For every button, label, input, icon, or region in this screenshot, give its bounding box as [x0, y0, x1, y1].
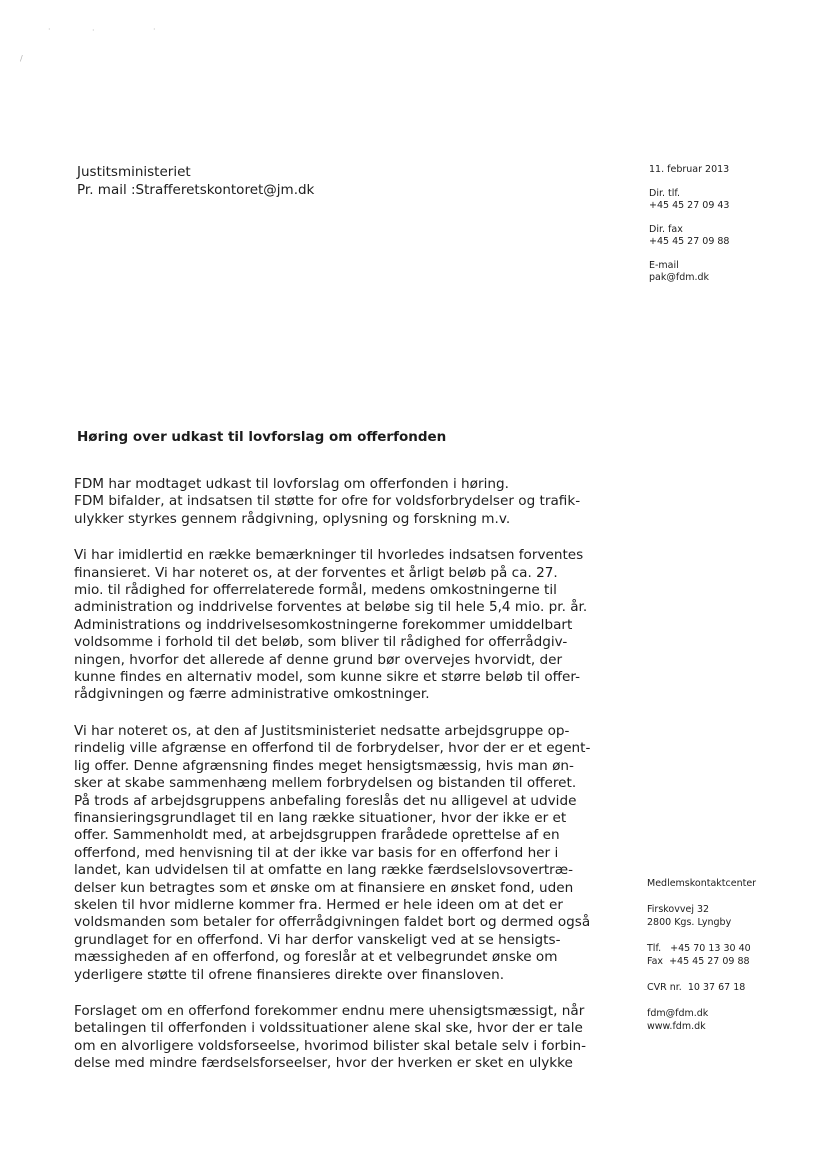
paragraph-line: Vi har imidlertid en række bemærkninger til hvorledes indsatsen forventes	[74, 547, 584, 564]
body-paragraph	[74, 547, 614, 704]
paragraph-line: administration og inddrivelse forventes at beløbe sig til hele 5,4 mio. pr. år.	[74, 599, 588, 616]
department-name: Medlemskontaktcenter	[647, 878, 757, 889]
paragraph-line: ningen, hvorfor det allerede af denne grund bør overvejes hvorvidt, der	[74, 651, 563, 668]
paragraph-line: skelen til hvor midlerne kommer fra. Hermed er hele ideen om at det er	[74, 896, 563, 913]
paragraph-line: delse med mindre færdselsforseelser, hvor der hverken er sket en ulykke	[74, 1055, 573, 1072]
paragraph-line: ulykker styrkes gennem rådgivning, oplysning og forskning m.v.	[74, 510, 511, 527]
paragraph-line: rindelig ville afgrænse en offerfond til de forbrydelser, hvor der er et egent-	[74, 740, 591, 757]
paragraph-line: rådgivningen og færre administrative omkostninger.	[74, 686, 430, 703]
scan-speck: ·	[153, 25, 156, 34]
paragraph-line: delser kun betragtes som et ønske om at finansiere en ønsket fond, uden	[74, 879, 574, 896]
body-paragraph	[74, 723, 614, 984]
recipient-name: Justitsministeriet	[77, 164, 191, 180]
body-paragraph	[74, 1003, 614, 1073]
org-fax: Fax +45 45 27 09 88	[647, 955, 750, 967]
fax-label: Dir. fax	[649, 224, 683, 235]
letter-date: 11. februar 2013	[649, 164, 730, 175]
scan-speck: ·	[92, 26, 95, 35]
paragraph-line: FDM bifalder, at indsatsen til støtte for ofre for voldsforbrydelser og trafik-	[74, 493, 581, 510]
recipient-email: Pr. mail :Strafferetskontoret@jm.dk	[77, 182, 315, 198]
paragraph-line: offerfond, med henvisning til at der ikke var basis for en offerfond her i	[74, 844, 559, 861]
paragraph-line: lig offer. Denne afgrænsning findes meget hensigtsmæssig, hvis man øn-	[74, 757, 574, 774]
paragraph-line: mio. til rådighed for offerrelaterede formål, medens omkostningerne til	[74, 582, 557, 599]
cvr-number: CVR nr. 10 37 67 18	[647, 982, 746, 994]
paragraph-line: På trods af arbejdsgruppens anbefaling foreslås det nu alligevel at udvide	[74, 792, 577, 809]
paragraph-line: voldsmanden som betaler for offerrådgivningen faldet bort og dermed også	[74, 914, 591, 931]
email-label: E-mail	[649, 260, 679, 271]
sender-info	[649, 164, 819, 284]
paragraph-line: mæssigheden af en offerfond, og foreslår at et velbegrundet ønske om	[74, 949, 558, 966]
paragraph-line: Vi har noteret os, at den af Justitsministeriet nedsatte arbejdsgruppe op-	[74, 722, 570, 739]
paragraph-line: finansieret. Vi har noteret os, at der forventes et årligt beløb på ca. 27.	[74, 564, 558, 581]
phone-label: Dir. tlf.	[649, 188, 681, 199]
paragraph-line: voldsomme i forhold til det beløb, som bliver til rådighed for offerrådgiv-	[74, 634, 568, 651]
paragraph-line: om en alvorligere voldsforseelse, hvorimod bilister skal betale selv i forbin-	[74, 1037, 587, 1054]
paragraph-line: Administrations og inddrivelsesomkostningerne forekommer umiddelbart	[74, 616, 573, 633]
paragraph-line: sker at skabe sammenhæng mellem forbrydelsen og bistanden til offeret.	[74, 775, 577, 792]
paragraph-line: Forslaget om en offerfond forekommer endnu mere uhensigtsmæssigt, når	[74, 1002, 585, 1019]
recipient-block	[77, 163, 314, 199]
paragraph-line: yderligere støtte til ofrene finansieres direkte over finansloven.	[74, 966, 505, 983]
paragraph-line: grundlaget for en offerfond. Vi har derfor vanskeligt ved at se hensigts-	[74, 931, 561, 948]
body-paragraph	[74, 476, 614, 528]
paragraph-line: FDM har modtaget udkast til lovforslag om offerfonden i høring.	[74, 476, 509, 492]
paragraph-line: finansieringsgrundlaget til en lang række situationer, hvor der ikke er et	[74, 809, 567, 826]
letter-body	[74, 476, 614, 1092]
fax-number: +45 45 27 09 88	[649, 236, 730, 247]
org-email: fdm@fdm.dk	[647, 1008, 709, 1020]
letter-subject: Høring over udkast til lovforslag om offerfonden	[77, 429, 447, 445]
org-website: www.fdm.dk	[647, 1020, 706, 1032]
email-address: pak@fdm.dk	[649, 272, 710, 283]
org-phone: Tlf. +45 70 13 30 40	[647, 943, 751, 955]
phone-number: +45 45 27 09 43	[649, 200, 730, 211]
city-address: 2800 Kgs. Lyngby	[647, 916, 732, 928]
organization-contact	[647, 878, 822, 1033]
scan-speck: ·	[48, 25, 51, 34]
paragraph-line: betalingen til offerfonden i voldssituationer alene skal ske, hvor der er tale	[74, 1020, 583, 1037]
paragraph-line: kunne findes en alternativ model, som kunne sikre et større beløb til offer-	[74, 669, 581, 686]
scan-speck: /	[20, 54, 23, 63]
paragraph-line: landet, kan udvidelsen til at omfatte en lang række færdselslovsovertræ-	[74, 862, 573, 879]
street-address: Firskovvej 32	[647, 904, 710, 916]
paragraph-line: offer. Sammenholdt med, at arbejdsgruppen frarådede oprettelse af en	[74, 827, 560, 844]
